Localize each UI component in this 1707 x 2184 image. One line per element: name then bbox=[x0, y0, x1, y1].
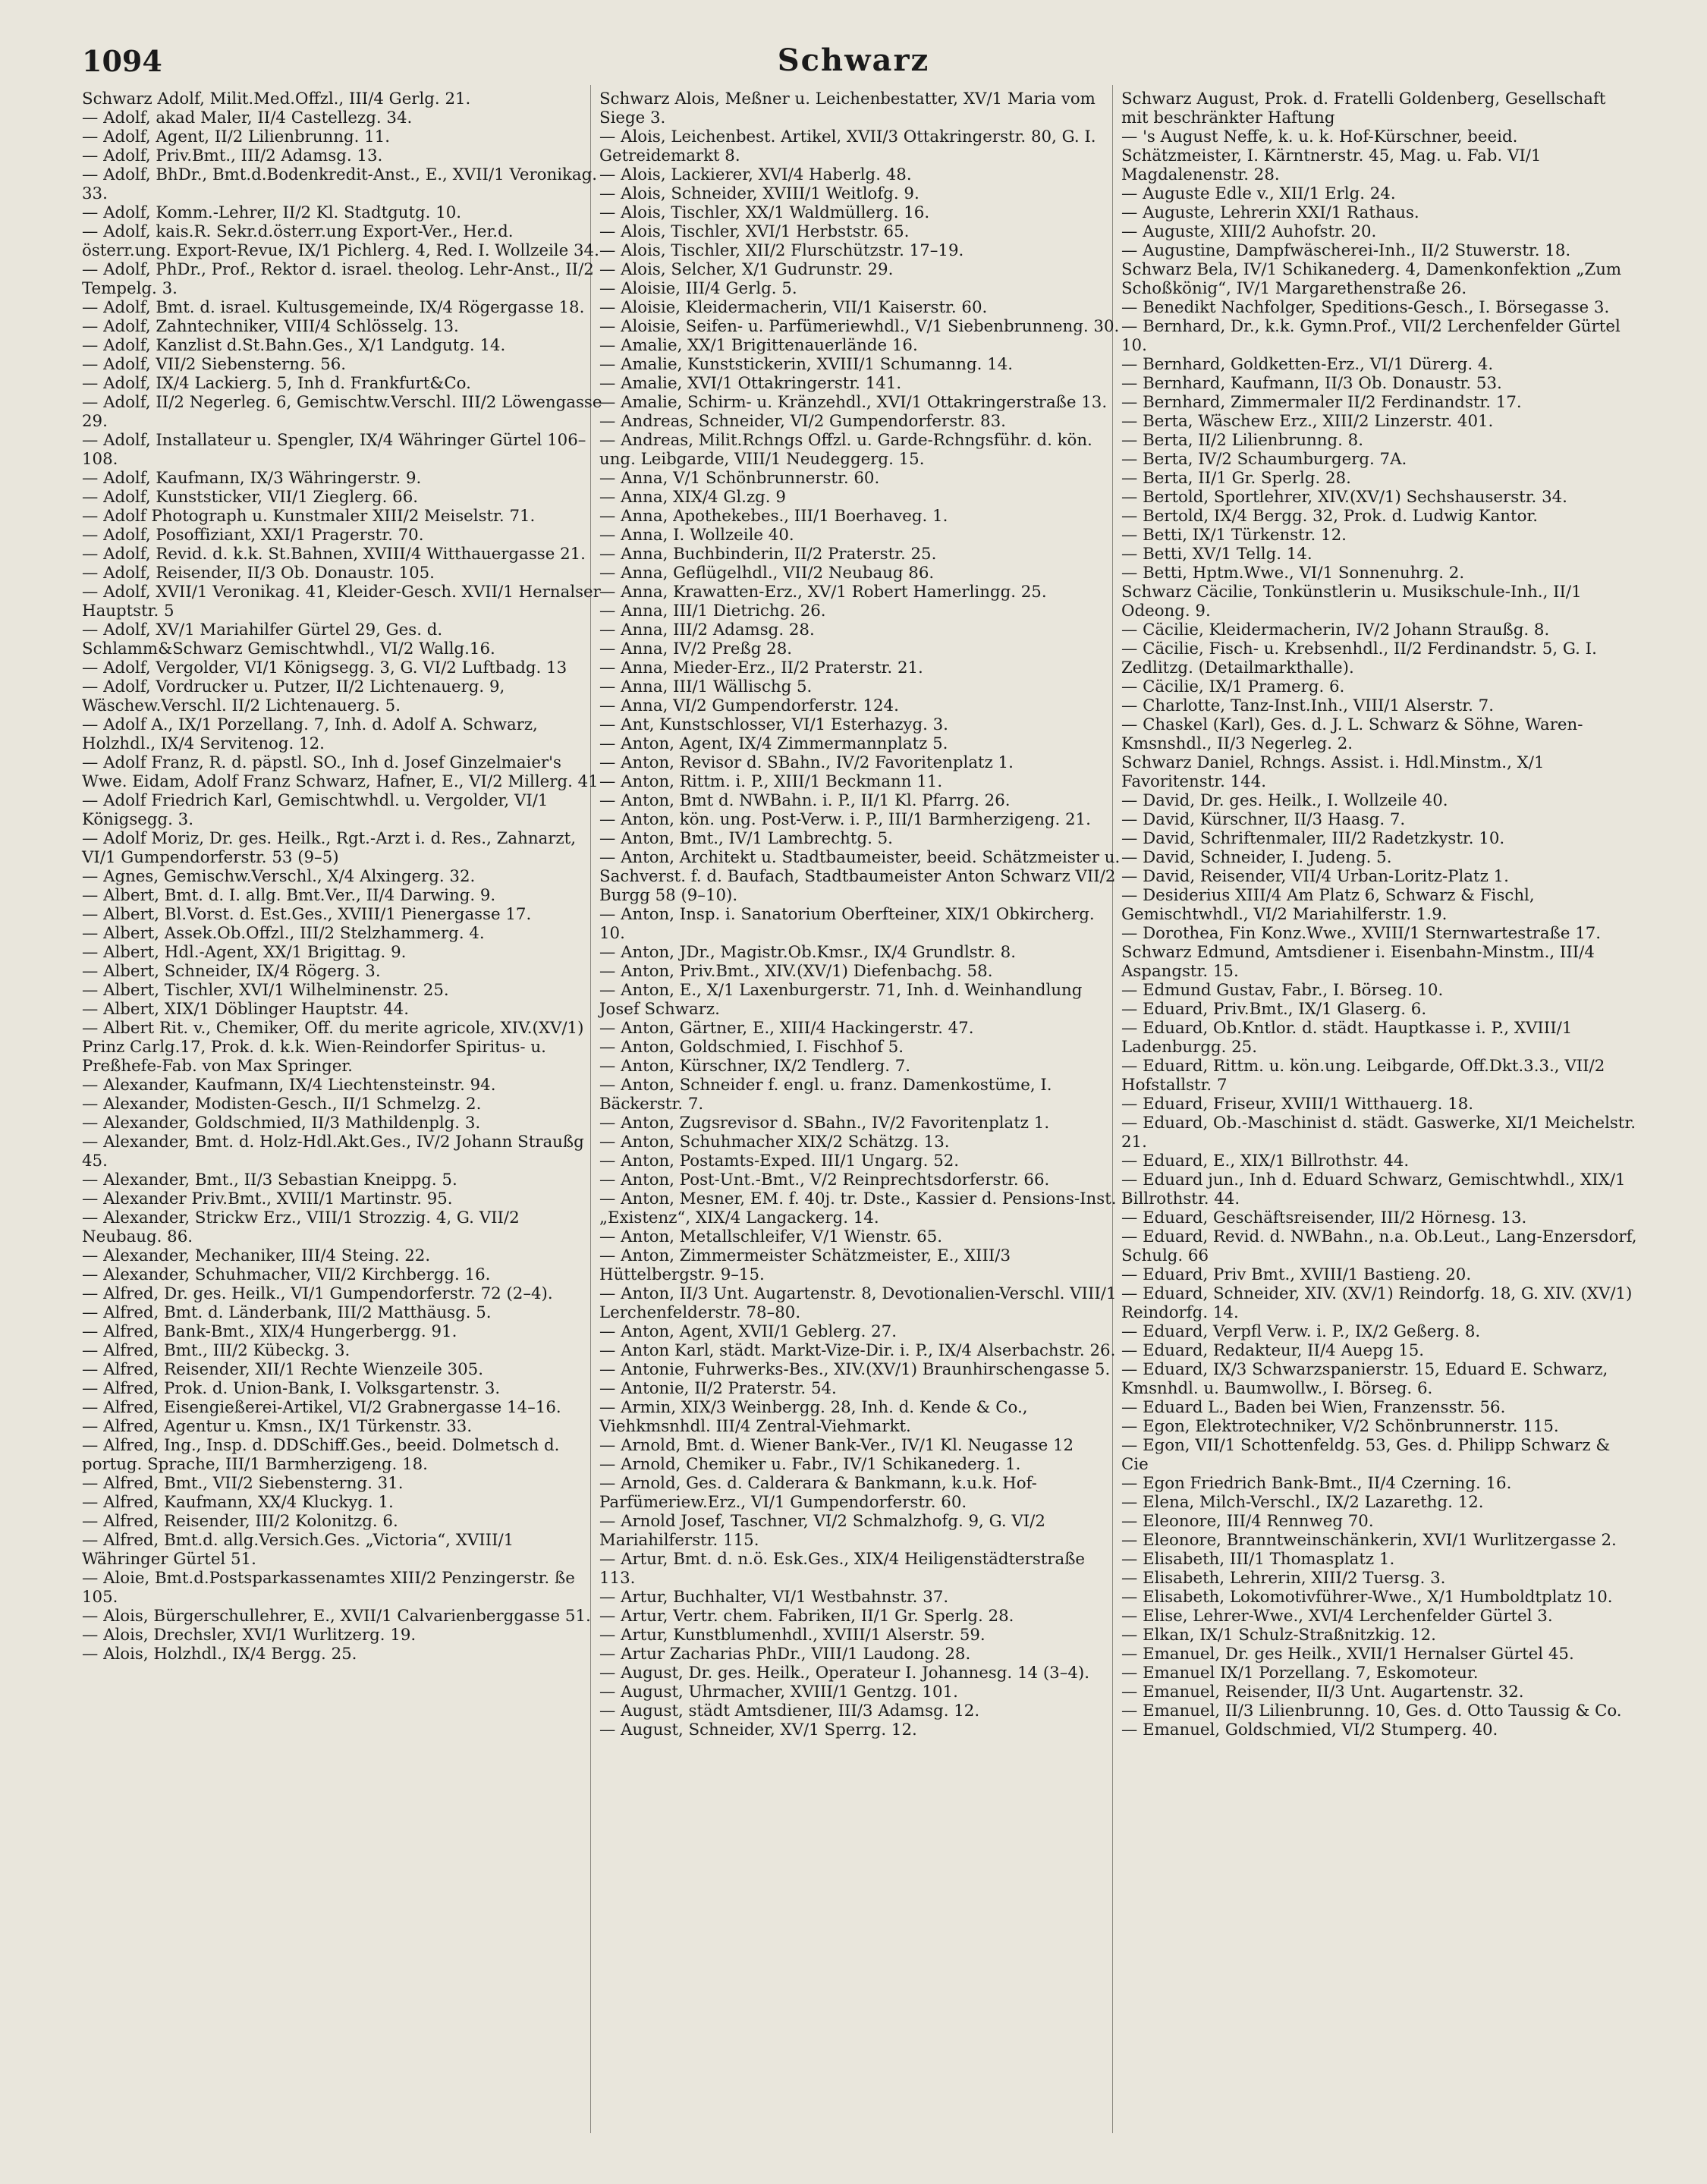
directory-entry: — Albert, Bmt. d. I. allg. Bmt.Ver., II/4 Darwing. 9. bbox=[82, 886, 496, 905]
directory-entry: — Emanuel, Reisender, II/3 Unt. Augartenstr. 32. bbox=[1121, 1683, 1524, 1702]
directory-entry: — Anna, V/1 Schönbrunnerstr. 60. bbox=[599, 469, 880, 488]
directory-entry: — Anton, Post-Unt.-Bmt., V/2 Reinprechtsdorferstr. 66. bbox=[599, 1171, 1050, 1189]
directory-entry: — Adolf, PhDr., Prof., Rektor d. israel. theolog. Lehr-Anst., II/2 Tempelg. 3. bbox=[82, 260, 594, 298]
directory-entry: — Emanuel IX/1 Porzellang. 7, Eskomoteur. bbox=[1121, 1664, 1479, 1683]
directory-entry: — Anton, Rittm. i. P., XIII/1 Beckmann 11. bbox=[599, 772, 943, 791]
directory-entry: — Adolf, XV/1 Mariahilfer Gürtel 29, Ges. d. Schlamm&Schwarz Gemischtwhdl., VI/2 Wallg.16. bbox=[82, 621, 495, 658]
directory-entry: — Eduard, Priv.Bmt., IX/1 Glaserg. 6. bbox=[1121, 1000, 1427, 1019]
directory-entry: — Adolf A., IX/1 Porzellang. 7, Inh. d. Adolf A. Schwarz, Holzhdl., IX/4 Servitenog. 12. bbox=[82, 715, 538, 753]
directory-entry: — Anton, Agent, IX/4 Zimmermannplatz 5. bbox=[599, 734, 948, 753]
directory-entry: — Alfred, Bmt., VII/2 Siebensterng. 31. bbox=[82, 1474, 404, 1493]
directory-entry: — Adolf, Revid. d. k.k. St.Bahnen, XVIII/4 Witthauergasse 21. bbox=[82, 545, 586, 564]
directory-entry: — Anton, Zimmermeister Schätzmeister, E., XIII/3 Hüttelbergstr. 9–15. bbox=[599, 1246, 1011, 1284]
directory-entry: — Eduard, Revid. d. NWBahn., n.a. Ob.Leut., Lang-Enzersdorf, Schulg. 66 bbox=[1121, 1227, 1637, 1265]
directory-entry: — Alfred, Ing., Insp. d. DDSchiff.Ges., beeid. Dolmetsch d. portug. Sprache, III/1 Barmherzigeng. 18. bbox=[82, 1436, 560, 1474]
directory-entry: — Anton, Metallschleifer, V/1 Wienstr. 65. bbox=[599, 1227, 943, 1246]
directory-entry: — Bernhard, Dr., k.k. Gymn.Prof., VII/2 Lerchenfelder Gürtel 10. bbox=[1121, 317, 1621, 355]
directory-entry: — Eduard L., Baden bei Wien, Franzensstr. 56. bbox=[1121, 1398, 1506, 1417]
directory-entry: Schwarz Edmund, Amtsdiener i. Eisenbahn-Minstm., III/4 Aspangstr. 15. bbox=[1121, 943, 1595, 981]
directory-entry: — Adolf, IX/4 Lackierg. 5, Inh d. Frankfurt&Co. bbox=[82, 374, 471, 393]
directory-entry: — Adolf, Kaufmann, IX/3 Währingerstr. 9. bbox=[82, 469, 422, 488]
directory-entry: — Eduard, Geschäftsreisender, III/2 Hörnesg. 13. bbox=[1121, 1208, 1527, 1227]
directory-entry: — August, Schneider, XV/1 Sperrg. 12. bbox=[599, 1720, 917, 1739]
directory-entry: — Eduard, IX/3 Schwarzspanierstr. 15, Eduard E. Schwarz, Kmsnhdl. u. Baumwollw., I. Börseg. 6. bbox=[1121, 1360, 1608, 1398]
directory-entry: — Alfred, Agentur u. Kmsn., IX/1 Türkenstr. 33. bbox=[82, 1417, 473, 1436]
directory-entry: — Alois, Tischler, XX/1 Waldmüllerg. 16. bbox=[599, 203, 930, 222]
page-heading: Schwarz bbox=[777, 42, 930, 78]
directory-entry: — Amalie, XX/1 Brigittenauerlände 16. bbox=[599, 336, 918, 355]
directory-entry: — Aloisie, Kleidermacherin, VII/1 Kaiserstr. 60. bbox=[599, 298, 988, 317]
directory-entry: — Alois, Tischler, XVI/1 Herbststr. 65. bbox=[599, 222, 910, 241]
directory-entry: — Albert Rit. v., Chemiker, Off. du merite agricole, XIV.(XV/1) Prinz Carlg.17, Prok. d. k.k. Wien-Reindorfer Spiritus- u. Preßhefe-Fab. von Max Springer. bbox=[82, 1019, 584, 1076]
directory-entry: — Eduard, Friseur, XVIII/1 Witthauerg. 18. bbox=[1121, 1095, 1474, 1114]
directory-entry: — Anton, Zugsrevisor d. SBahn., IV/2 Favoritenplatz 1. bbox=[599, 1114, 1050, 1133]
directory-entry: — Anna, XIX/4 Gl.zg. 9 bbox=[599, 488, 786, 507]
directory-entry: — Aloisie, Seifen- u. Parfümeriewhdl., V/1 Siebenbrunneng. 30. bbox=[599, 317, 1120, 336]
directory-entry: — Anna, Buchbinderin, II/2 Praterstr. 25. bbox=[599, 545, 937, 564]
directory-entry: — Amalie, Schirm- u. Kränzehdl., XVI/1 Ottakringerstraße 13. bbox=[599, 393, 1108, 412]
directory-entry: — Egon, Elektrotechniker, V/2 Schönbrunnerstr. 115. bbox=[1121, 1417, 1559, 1436]
directory-entry: — Anna, Mieder-Erz., II/2 Praterstr. 21. bbox=[599, 658, 923, 677]
directory-entry: — Eduard, E., XIX/1 Billrothstr. 44. bbox=[1121, 1152, 1410, 1171]
directory-entry: — Antonie, II/2 Praterstr. 54. bbox=[599, 1379, 837, 1398]
directory-entry: — Alfred, Dr. ges. Heilk., VI/1 Gumpendorferstr. 72 (2–4). bbox=[82, 1284, 553, 1303]
directory-entry: — David, Schneider, I. Judeng. 5. bbox=[1121, 848, 1392, 867]
directory-entry: — Adolf, Komm.-Lehrer, II/2 Kl. Stadtgutg. 10. bbox=[82, 203, 462, 222]
directory-entry: — Berta, Wäschew Erz., XIII/2 Linzerstr. 401. bbox=[1121, 412, 1494, 431]
directory-entry: — Anton, Agent, XVII/1 Geblerg. 27. bbox=[599, 1322, 897, 1341]
directory-entry: — Ant, Kunstschlosser, VI/1 Esterhazyg. 3. bbox=[599, 715, 948, 734]
directory-entry: — Anna, IV/2 Preßg 28. bbox=[599, 639, 793, 658]
directory-entry: — August, Dr. ges. Heilk., Operateur I. Johannesg. 14 (3–4). bbox=[599, 1664, 1089, 1683]
directory-entry: — David, Dr. ges. Heilk., I. Wollzeile 40. bbox=[1121, 791, 1448, 810]
directory-entry: — Anna, I. Wollzeile 40. bbox=[599, 526, 794, 545]
directory-entry: — Albert, Schneider, IX/4 Rögerg. 3. bbox=[82, 962, 381, 981]
directory-entry: — Eduard, Rittm. u. kön.ung. Leibgarde, Off.Dkt.3.3., VII/2 Hofstallstr. 7 bbox=[1121, 1057, 1605, 1095]
directory-entry: — Eduard jun., Inh d. Eduard Schwarz, Gemischtwhdl., XIX/1 Billrothstr. 44. bbox=[1121, 1171, 1626, 1208]
directory-entry: — Emanuel, II/3 Lilienbrunng. 10, Ges. d. Otto Taussig & Co. bbox=[1121, 1702, 1622, 1720]
directory-entry: — Alexander, Schuhmacher, VII/2 Kirchbergg. 16. bbox=[82, 1265, 491, 1284]
directory-column-2 bbox=[599, 90, 1121, 1739]
directory-entry: — Alexander, Strickw Erz., VIII/1 Strozzig. 4, G. VII/2 Neubaug. 86. bbox=[82, 1208, 520, 1246]
directory-entry: — Charlotte, Tanz-Inst.Inh., VIII/1 Alserstr. 7. bbox=[1121, 696, 1494, 715]
directory-entry: — Cäcilie, Fisch- u. Krebsenhdl., II/2 Ferdinandstr. 5, G. I. Zedlitzg. (Detailmarkthalle). bbox=[1121, 639, 1597, 677]
directory-entry: — Albert, Tischler, XVI/1 Wilhelminenstr. 25. bbox=[82, 981, 449, 1000]
directory-entry: — Alexander Priv.Bmt., XVIII/1 Martinstr. 95. bbox=[82, 1189, 453, 1208]
directory-entry: — Adolf, akad Maler, II/4 Castellezg. 34. bbox=[82, 108, 413, 127]
directory-entry: — Antonie, Fuhrwerks-Bes., XIV.(XV/1) Braunhirschengasse 5. bbox=[599, 1360, 1111, 1379]
directory-entry: — Adolf Photograph u. Kunstmaler XIII/2 Meiselstr. 71. bbox=[82, 507, 536, 526]
directory-entry: — Alexander, Bmt. d. Holz-Hdl.Akt.Ges., IV/2 Johann Straußg 45. bbox=[82, 1133, 584, 1171]
directory-entry: — Betti, XV/1 Tellg. 14. bbox=[1121, 545, 1312, 564]
directory-entry: — Adolf Moriz, Dr. ges. Heilk., Rgt.-Arzt i. d. Res., Zahnarzt, VI/1 Gumpendorferstr. 53 (9–5) bbox=[82, 829, 576, 867]
directory-entry: — Adolf, Vordrucker u. Putzer, II/2 Lichtenauerg. 9, Wäschew.Verschl. II/2 Lichtenauerg. 5. bbox=[82, 677, 505, 715]
directory-entry: — Egon Friedrich Bank-Bmt., II/4 Czerning. 16. bbox=[1121, 1474, 1512, 1493]
directory-entry: — Eduard, Priv Bmt., XVIII/1 Bastieng. 20. bbox=[1121, 1265, 1472, 1284]
directory-entry: — Bertold, Sportlehrer, XIV.(XV/1) Sechshauserstr. 34. bbox=[1121, 488, 1567, 507]
directory-entry: — Elkan, IX/1 Schulz-Straßnitzkig. 12. bbox=[1121, 1626, 1436, 1645]
directory-entry: — Berta, II/1 Gr. Sperlg. 28. bbox=[1121, 469, 1351, 488]
directory-entry: — Alois, Drechsler, XVI/1 Wurlitzerg. 19. bbox=[82, 1626, 417, 1645]
directory-column-1 bbox=[82, 90, 604, 1664]
directory-entry: — Elise, Lehrer-Wwe., XVI/4 Lerchenfelder Gürtel 3. bbox=[1121, 1607, 1553, 1626]
directory-entry: — Alfred, Bmt.d. allg.Versich.Ges. „Victoria“, XVIII/1 Währinger Gürtel 51. bbox=[82, 1531, 514, 1569]
directory-entry: Schwarz Alois, Meßner u. Leichenbestatter, XV/1 Maria vom Siege 3. bbox=[599, 90, 1096, 127]
directory-entry: — Anna, Geflügelhdl., VII/2 Neubaug 86. bbox=[599, 564, 935, 583]
directory-entry: — Anton, Insp. i. Sanatorium Oberfteiner, XIX/1 Obkircherg. 10. bbox=[599, 905, 1095, 943]
directory-entry: — Emanuel, Dr. ges Heilk., XVII/1 Hernalser Gürtel 45. bbox=[1121, 1645, 1574, 1664]
directory-entry: — 's August Neffe, k. u. k. Hof-Kürschner, beeid. Schätzmeister, I. Kärntnerstr. 45, Mag. u. Fab. VI/1 Magdalenenstr. 28. bbox=[1121, 127, 1542, 184]
directory-entry: — Auguste, Lehrerin XXI/1 Rathaus. bbox=[1121, 203, 1419, 222]
directory-entry: — Artur Zacharias PhDr., VIII/1 Laudong. 28. bbox=[599, 1645, 971, 1664]
directory-entry: — Bernhard, Goldketten-Erz., VI/1 Dürerg. 4. bbox=[1121, 355, 1494, 374]
directory-entry: — Aloisie, III/4 Gerlg. 5. bbox=[599, 279, 797, 298]
directory-entry: Schwarz Bela, IV/1 Schikanederg. 4, Damenkonfektion „Zum Schoßkönig“, IV/1 Margarethenstraße 26. bbox=[1121, 260, 1622, 298]
directory-entry: — Adolf, Kunststicker, VII/1 Zieglerg. 66. bbox=[82, 488, 419, 507]
directory-entry: — Cäcilie, Kleidermacherin, IV/2 Johann Straußg. 8. bbox=[1121, 621, 1550, 639]
directory-entry: — Adolf, Agent, II/2 Lilienbrunng. 11. bbox=[82, 127, 391, 146]
directory-entry: — Adolf, Priv.Bmt., III/2 Adamsg. 13. bbox=[82, 146, 383, 165]
directory-entry: — Arnold, Bmt. d. Wiener Bank-Ver., IV/1 Kl. Neugasse 12 bbox=[599, 1436, 1074, 1455]
directory-entry: — Eduard, Verpfl Verw. i. P., IX/2 Geßerg. 8. bbox=[1121, 1322, 1481, 1341]
directory-entry: — Albert, Hdl.-Agent, XX/1 Brigittag. 9. bbox=[82, 943, 407, 962]
directory-entry: — Alexander, Kaufmann, IX/4 Liechtensteinstr. 94. bbox=[82, 1076, 496, 1095]
directory-entry: — Amalie, XVI/1 Ottakringerstr. 141. bbox=[599, 374, 902, 393]
directory-entry: — Chaskel (Karl), Ges. d. J. L. Schwarz & Söhne, Waren-Kmsnshdl., II/3 Negerleg. 2. bbox=[1121, 715, 1583, 753]
directory-entry: — Anton, Architekt u. Stadtbaumeister, beeid. Schätzmeister u. Sachverst. f. d. Baufach, Stadtbaumeister Anton Schwarz VII/2 Burgg 58 (9–10). bbox=[599, 848, 1121, 905]
directory-entry: Schwarz Adolf, Milit.Med.Offzl., III/4 Gerlg. 21. bbox=[82, 90, 471, 108]
directory-entry: — Eleonore, III/4 Rennweg 70. bbox=[1121, 1512, 1374, 1531]
directory-entry: — Anton, JDr., Magistr.Ob.Kmsr., IX/4 Grundlstr. 8. bbox=[599, 943, 1016, 962]
directory-entry: — Anna, Krawatten-Erz., XV/1 Robert Hamerlingg. 25. bbox=[599, 583, 1047, 602]
directory-entry: — Auguste Edle v., XII/1 Erlg. 24. bbox=[1121, 184, 1396, 203]
directory-entry: Schwarz Daniel, Rchngs. Assist. i. Hdl.Minstm., X/1 Favoritenstr. 144. bbox=[1121, 753, 1545, 791]
directory-entry: — Anton, Priv.Bmt., XIV.(XV/1) Diefenbachg. 58. bbox=[599, 962, 993, 981]
directory-entry: — Anna, VI/2 Gumpendorferstr. 124. bbox=[599, 696, 899, 715]
directory-entry: — Anna, III/1 Dietrichg. 26. bbox=[599, 602, 826, 621]
directory-entry: — Artur, Vertr. chem. Fabriken, II/1 Gr. Sperlg. 28. bbox=[599, 1607, 1014, 1626]
directory-entry: — Armin, XIX/3 Weinbergg. 28, Inh. d. Kende & Co., Viehkmsnhdl. III/4 Zentral-Viehmarkt. bbox=[599, 1398, 1028, 1436]
directory-entry: — Alfred, Bmt. d. Länderbank, III/2 Matthäusg. 5. bbox=[82, 1303, 492, 1322]
directory-entry: — Betti, Hptm.Wwe., VI/1 Sonnenuhrg. 2. bbox=[1121, 564, 1465, 583]
directory-entry: — Alexander, Bmt., II/3 Sebastian Kneippg. 5. bbox=[82, 1171, 457, 1189]
directory-entry: — Anton, II/3 Unt. Augartenstr. 8, Devotionalien-Verschl. VIII/1 Lerchenfelderstr. 78–80. bbox=[599, 1284, 1117, 1322]
directory-entry: — Adolf, VII/2 Siebensterng. 56. bbox=[82, 355, 347, 374]
directory-entry: — Aloie, Bmt.d.Postsparkassenamtes XIII/2 Penzingerstr. ße 105. bbox=[82, 1569, 575, 1607]
directory-entry: — Anna, Apothekebes., III/1 Boerhaveg. 1. bbox=[599, 507, 948, 526]
directory-entry: — Alexander, Modisten-Gesch., II/1 Schmelzg. 2. bbox=[82, 1095, 482, 1114]
directory-entry: — Dorothea, Fin Konz.Wwe., XVIII/1 Sternwartestraße 17. bbox=[1121, 924, 1602, 943]
directory-entry: — Alfred, Bank-Bmt., XIX/4 Hungerbergg. 91. bbox=[82, 1322, 457, 1341]
directory-entry: — Agnes, Gemischw.Verschl., X/4 Alxingerg. 32. bbox=[82, 867, 476, 886]
directory-entry: Schwarz August, Prok. d. Fratelli Goldenberg, Gesellschaft mit beschränkter Haftung bbox=[1121, 90, 1606, 127]
directory-entry: — Anna, III/2 Adamsg. 28. bbox=[599, 621, 815, 639]
directory-entry: — Alfred, Reisender, XII/1 Rechte Wienzeile 305. bbox=[82, 1360, 483, 1379]
directory-entry: — Adolf, Reisender, II/3 Ob. Donaustr. 105. bbox=[82, 564, 435, 583]
directory-entry: — Anton, Schuhmacher XIX/2 Schätzg. 13. bbox=[599, 1133, 950, 1152]
directory-entry: — Anton Karl, städt. Markt-Vize-Dir. i. P., IX/4 Alserbachstr. 26. bbox=[599, 1341, 1116, 1360]
directory-entry: — Auguste, XIII/2 Auhofstr. 20. bbox=[1121, 222, 1377, 241]
directory-entry: — Egon, VII/1 Schottenfeldg. 53, Ges. d. Philipp Schwarz & Cie bbox=[1121, 1436, 1611, 1474]
directory-entry: — Adolf Franz, R. d. päpstl. SO., Inh d. Josef Ginzelmaier's Wwe. Eidam, Adolf Franz Schwarz, Hafner, E., VI/2 Millerg. 41 bbox=[82, 753, 599, 791]
page-number: 1094 bbox=[82, 44, 162, 78]
directory-entry: — Elena, Milch-Verschl., IX/2 Lazarethg. 12. bbox=[1121, 1493, 1484, 1512]
directory-entry: — Edmund Gustav, Fabr., I. Börseg. 10. bbox=[1121, 981, 1444, 1000]
directory-entry: — Alois, Holzhdl., IX/4 Bergg. 25. bbox=[82, 1645, 357, 1664]
directory-entry: — Alois, Bürgerschullehrer, E., XVII/1 Calvarienberggasse 51. bbox=[82, 1607, 591, 1626]
directory-entry: — Benedikt Nachfolger, Speditions-Gesch., I. Börsegasse 3. bbox=[1121, 298, 1610, 317]
directory-entry: — Arnold, Ges. d. Calderara & Bankmann, k.u.k. Hof-Parfümeriew.Erz., VI/1 Gumpendorferstr. 60. bbox=[599, 1474, 1037, 1512]
directory-entry: — Alexander, Goldschmied, II/3 Mathildenplg. 3. bbox=[82, 1114, 481, 1133]
directory-entry: — Anton, Schneider f. engl. u. franz. Damenkostüme, I. Bäckerstr. 7. bbox=[599, 1076, 1052, 1114]
directory-entry: — Anton, kön. ung. Post-Verw. i. P., III/1 Barmherzigeng. 21. bbox=[599, 810, 1091, 829]
directory-entry: — David, Kürschner, II/3 Haasg. 7. bbox=[1121, 810, 1406, 829]
directory-entry: — Amalie, Kunststickerin, XVIII/1 Schumanng. 14. bbox=[599, 355, 1014, 374]
directory-entry: Schwarz Cäcilie, Tonkünstlerin u. Musikschule-Inh., II/1 Odeong. 9. bbox=[1121, 583, 1582, 621]
directory-entry: — Betti, IX/1 Türkenstr. 12. bbox=[1121, 526, 1347, 545]
directory-entry: — Adolf, XVII/1 Veronikag. 41, Kleider-Gesch. XVII/1 Hernalser Hauptstr. 5 bbox=[82, 583, 601, 621]
directory-entry: — Bertold, IX/4 Bergg. 32, Prok. d. Ludwig Kantor. bbox=[1121, 507, 1539, 526]
directory-entry: — Adolf, Vergolder, VI/1 Königsegg. 3, G. VI/2 Luftbadg. 13 bbox=[82, 658, 567, 677]
directory-entry: — Artur, Buchhalter, VI/1 Westbahnstr. 37. bbox=[599, 1588, 949, 1607]
directory-entry: — Andreas, Schneider, VI/2 Gumpendorferstr. 83. bbox=[599, 412, 1006, 431]
directory-entry: — Anton, E., X/1 Laxenburgerstr. 71, Inh. d. Weinhandlung Josef Schwarz. bbox=[599, 981, 1083, 1019]
directory-entry: — Eduard, Ob.-Maschinist d. städt. Gaswerke, XI/1 Meichelstr. 21. bbox=[1121, 1114, 1636, 1152]
directory-entry: — Alois, Schneider, XVIII/1 Weitlofg. 9. bbox=[599, 184, 920, 203]
directory-entry: — Adolf, Zahntechniker, VIII/4 Schlösselg. 13. bbox=[82, 317, 459, 336]
directory-entry: — Adolf, II/2 Negerleg. 6, Gemischtw.Verschl. III/2 Löwengasse 29. bbox=[82, 393, 602, 431]
directory-entry: — Anton, Bmt., IV/1 Lambrechtg. 5. bbox=[599, 829, 893, 848]
directory-entry: — Alfred, Eisengießerei-Artikel, VI/2 Grabnergasse 14–16. bbox=[82, 1398, 561, 1417]
directory-entry: — Elisabeth, III/1 Thomasplatz 1. bbox=[1121, 1550, 1395, 1569]
directory-entry: — Anton, Kürschner, IX/2 Tendlerg. 7. bbox=[599, 1057, 911, 1076]
directory-entry: — Anton, Goldschmied, I. Fischhof 5. bbox=[599, 1038, 904, 1057]
directory-entry: — August, Uhrmacher, XVIII/1 Gentzg. 101. bbox=[599, 1683, 958, 1702]
directory-entry: — Arnold Josef, Taschner, VI/2 Schmalzhofg. 9, G. VI/2 Mariahilferstr. 115. bbox=[599, 1512, 1045, 1550]
directory-entry: — Alfred, Kaufmann, XX/4 Kluckyg. 1. bbox=[82, 1493, 394, 1512]
directory-entry: — Anton, Gärtner, E., XIII/4 Hackingerstr. 47. bbox=[599, 1019, 974, 1038]
directory-column-3 bbox=[1121, 90, 1637, 1739]
directory-entry: — Elisabeth, Lehrerin, XIII/2 Tuersg. 3. bbox=[1121, 1569, 1446, 1588]
directory-entry: — Anna, III/1 Wällischg 5. bbox=[599, 677, 813, 696]
directory-entry: — Cäcilie, IX/1 Pramerg. 6. bbox=[1121, 677, 1345, 696]
directory-entry: — Anton, Revisor d. SBahn., IV/2 Favoritenplatz 1. bbox=[599, 753, 1014, 772]
directory-entry: — Eduard, Schneider, XIV. (XV/1) Reindorfg. 18, G. XIV. (XV/1) Reindorfg. 14. bbox=[1121, 1284, 1633, 1322]
directory-entry: — Elisabeth, Lokomotivführer-Wwe., X/1 Humboldtplatz 10. bbox=[1121, 1588, 1613, 1607]
directory-entry: — Artur, Bmt. d. n.ö. Esk.Ges., XIX/4 Heiligenstädterstraße 113. bbox=[599, 1550, 1086, 1588]
directory-entry: — David, Schriftenmaler, III/2 Radetzkystr. 10. bbox=[1121, 829, 1505, 848]
directory-entry: — Desiderius XIII/4 Am Platz 6, Schwarz & Fischl, Gemischtwhdl., VI/2 Mariahilferstr. 1.9. bbox=[1121, 886, 1535, 924]
directory-entry: — Alois, Selcher, X/1 Gudrunstr. 29. bbox=[599, 260, 894, 279]
directory-entry: — Eduard, Ob.Kntlor. d. städt. Hauptkasse i. P., XVIII/1 Ladenburgg. 25. bbox=[1121, 1019, 1573, 1057]
directory-entry: — Eduard, Redakteur, II/4 Auepg 15. bbox=[1121, 1341, 1425, 1360]
directory-entry: — Berta, IV/2 Schaumburgerg. 7A. bbox=[1121, 450, 1407, 469]
directory-entry: — Alfred, Reisender, III/2 Kolonitzg. 6. bbox=[82, 1512, 398, 1531]
directory-entry: — Alfred, Prok. d. Union-Bank, I. Volksgartenstr. 3. bbox=[82, 1379, 501, 1398]
directory-entry: — Bernhard, Zimmermaler II/2 Ferdinandstr. 17. bbox=[1121, 393, 1522, 412]
directory-entry: — August, städt Amtsdiener, III/3 Adamsg. 12. bbox=[599, 1702, 980, 1720]
directory-entry: — Arnold, Chemiker u. Fabr., IV/1 Schikanederg. 1. bbox=[599, 1455, 1021, 1474]
directory-entry: — Artur, Kunstblumenhdl., XVIII/1 Alserstr. 59. bbox=[599, 1626, 986, 1645]
directory-entry: — Adolf, Installateur u. Spengler, IX/4 Währinger Gürtel 106–108. bbox=[82, 431, 586, 469]
directory-entry: — Alexander, Mechaniker, III/4 Steing. 22. bbox=[82, 1246, 431, 1265]
directory-entry: — Albert, Assek.Ob.Offzl., III/2 Stelzhammerg. 4. bbox=[82, 924, 485, 943]
directory-entry: — Alfred, Bmt., III/2 Kübeckg. 3. bbox=[82, 1341, 351, 1360]
directory-entry: — Anton, Postamts-Exped. III/1 Ungarg. 52. bbox=[599, 1152, 960, 1171]
directory-entry: — Adolf, BhDr., Bmt.d.Bodenkredit-Anst., E., XVII/1 Veronikag. 33. bbox=[82, 165, 598, 203]
directory-entry: — David, Reisender, VII/4 Urban-Loritz-Platz 1. bbox=[1121, 867, 1509, 886]
directory-entry: — Alois, Tischler, XII/2 Flurschützstr. 17–19. bbox=[599, 241, 964, 260]
directory-entry: — Albert, Bl.Vorst. d. Est.Ges., XVIII/1 Pienergasse 17. bbox=[82, 905, 532, 924]
directory-entry: — Eleonore, Branntweinschänkerin, XVI/1 Wurlitzergasse 2. bbox=[1121, 1531, 1617, 1550]
directory-entry: — Andreas, Milit.Rchngs Offzl. u. Garde-Rchngsführ. d. kön. ung. Leibgarde, VIII/1 Neudeggerg. 15. bbox=[599, 431, 1092, 469]
directory-entry: — Albert, XIX/1 Döblinger Hauptstr. 44. bbox=[82, 1000, 409, 1019]
directory-entry: — Berta, II/2 Lilienbrunng. 8. bbox=[1121, 431, 1363, 450]
directory-entry: — Adolf, Kanzlist d.St.Bahn.Ges., X/1 Landgutg. 14. bbox=[82, 336, 506, 355]
directory-entry: — Alois, Lackierer, XVI/4 Haberlg. 48. bbox=[599, 165, 912, 184]
directory-entry: — Adolf Friedrich Karl, Gemischtwhdl. u. Vergolder, VI/1 Königsegg. 3. bbox=[82, 791, 549, 829]
directory-entry: — Adolf, Posoffiziant, XXI/1 Pragerstr. 70. bbox=[82, 526, 424, 545]
directory-entry: — Bernhard, Kaufmann, II/3 Ob. Donaustr. 53. bbox=[1121, 374, 1502, 393]
directory-entry: — Emanuel, Goldschmied, VI/2 Stumperg. 40. bbox=[1121, 1720, 1498, 1739]
directory-entry: — Adolf, kais.R. Sekr.d.österr.ung Export-Ver., Her.d. österr.ung. Export-Revue, IX/1 Pichlerg. 4, Red. I. Wollzeile 34. bbox=[82, 222, 599, 260]
directory-entry: — Anton, Bmt d. NWBahn. i. P., II/1 Kl. Pfarrg. 26. bbox=[599, 791, 1011, 810]
directory-entry: — Augustine, Dampfwäscherei-Inh., II/2 Stuwerstr. 18. bbox=[1121, 241, 1571, 260]
directory-entry: — Adolf, Bmt. d. israel. Kultusgemeinde, IX/4 Rögergasse 18. bbox=[82, 298, 585, 317]
directory-entry: — Anton, Mesner, EM. f. 40j. tr. Dste., Kassier d. Pensions-Inst. „Existenz“, XIX/4 Langackerg. 14. bbox=[599, 1189, 1117, 1227]
directory-entry: — Alois, Leichenbest. Artikel, XVII/3 Ottakringerstr. 80, G. I. Getreidemarkt 8. bbox=[599, 127, 1096, 165]
